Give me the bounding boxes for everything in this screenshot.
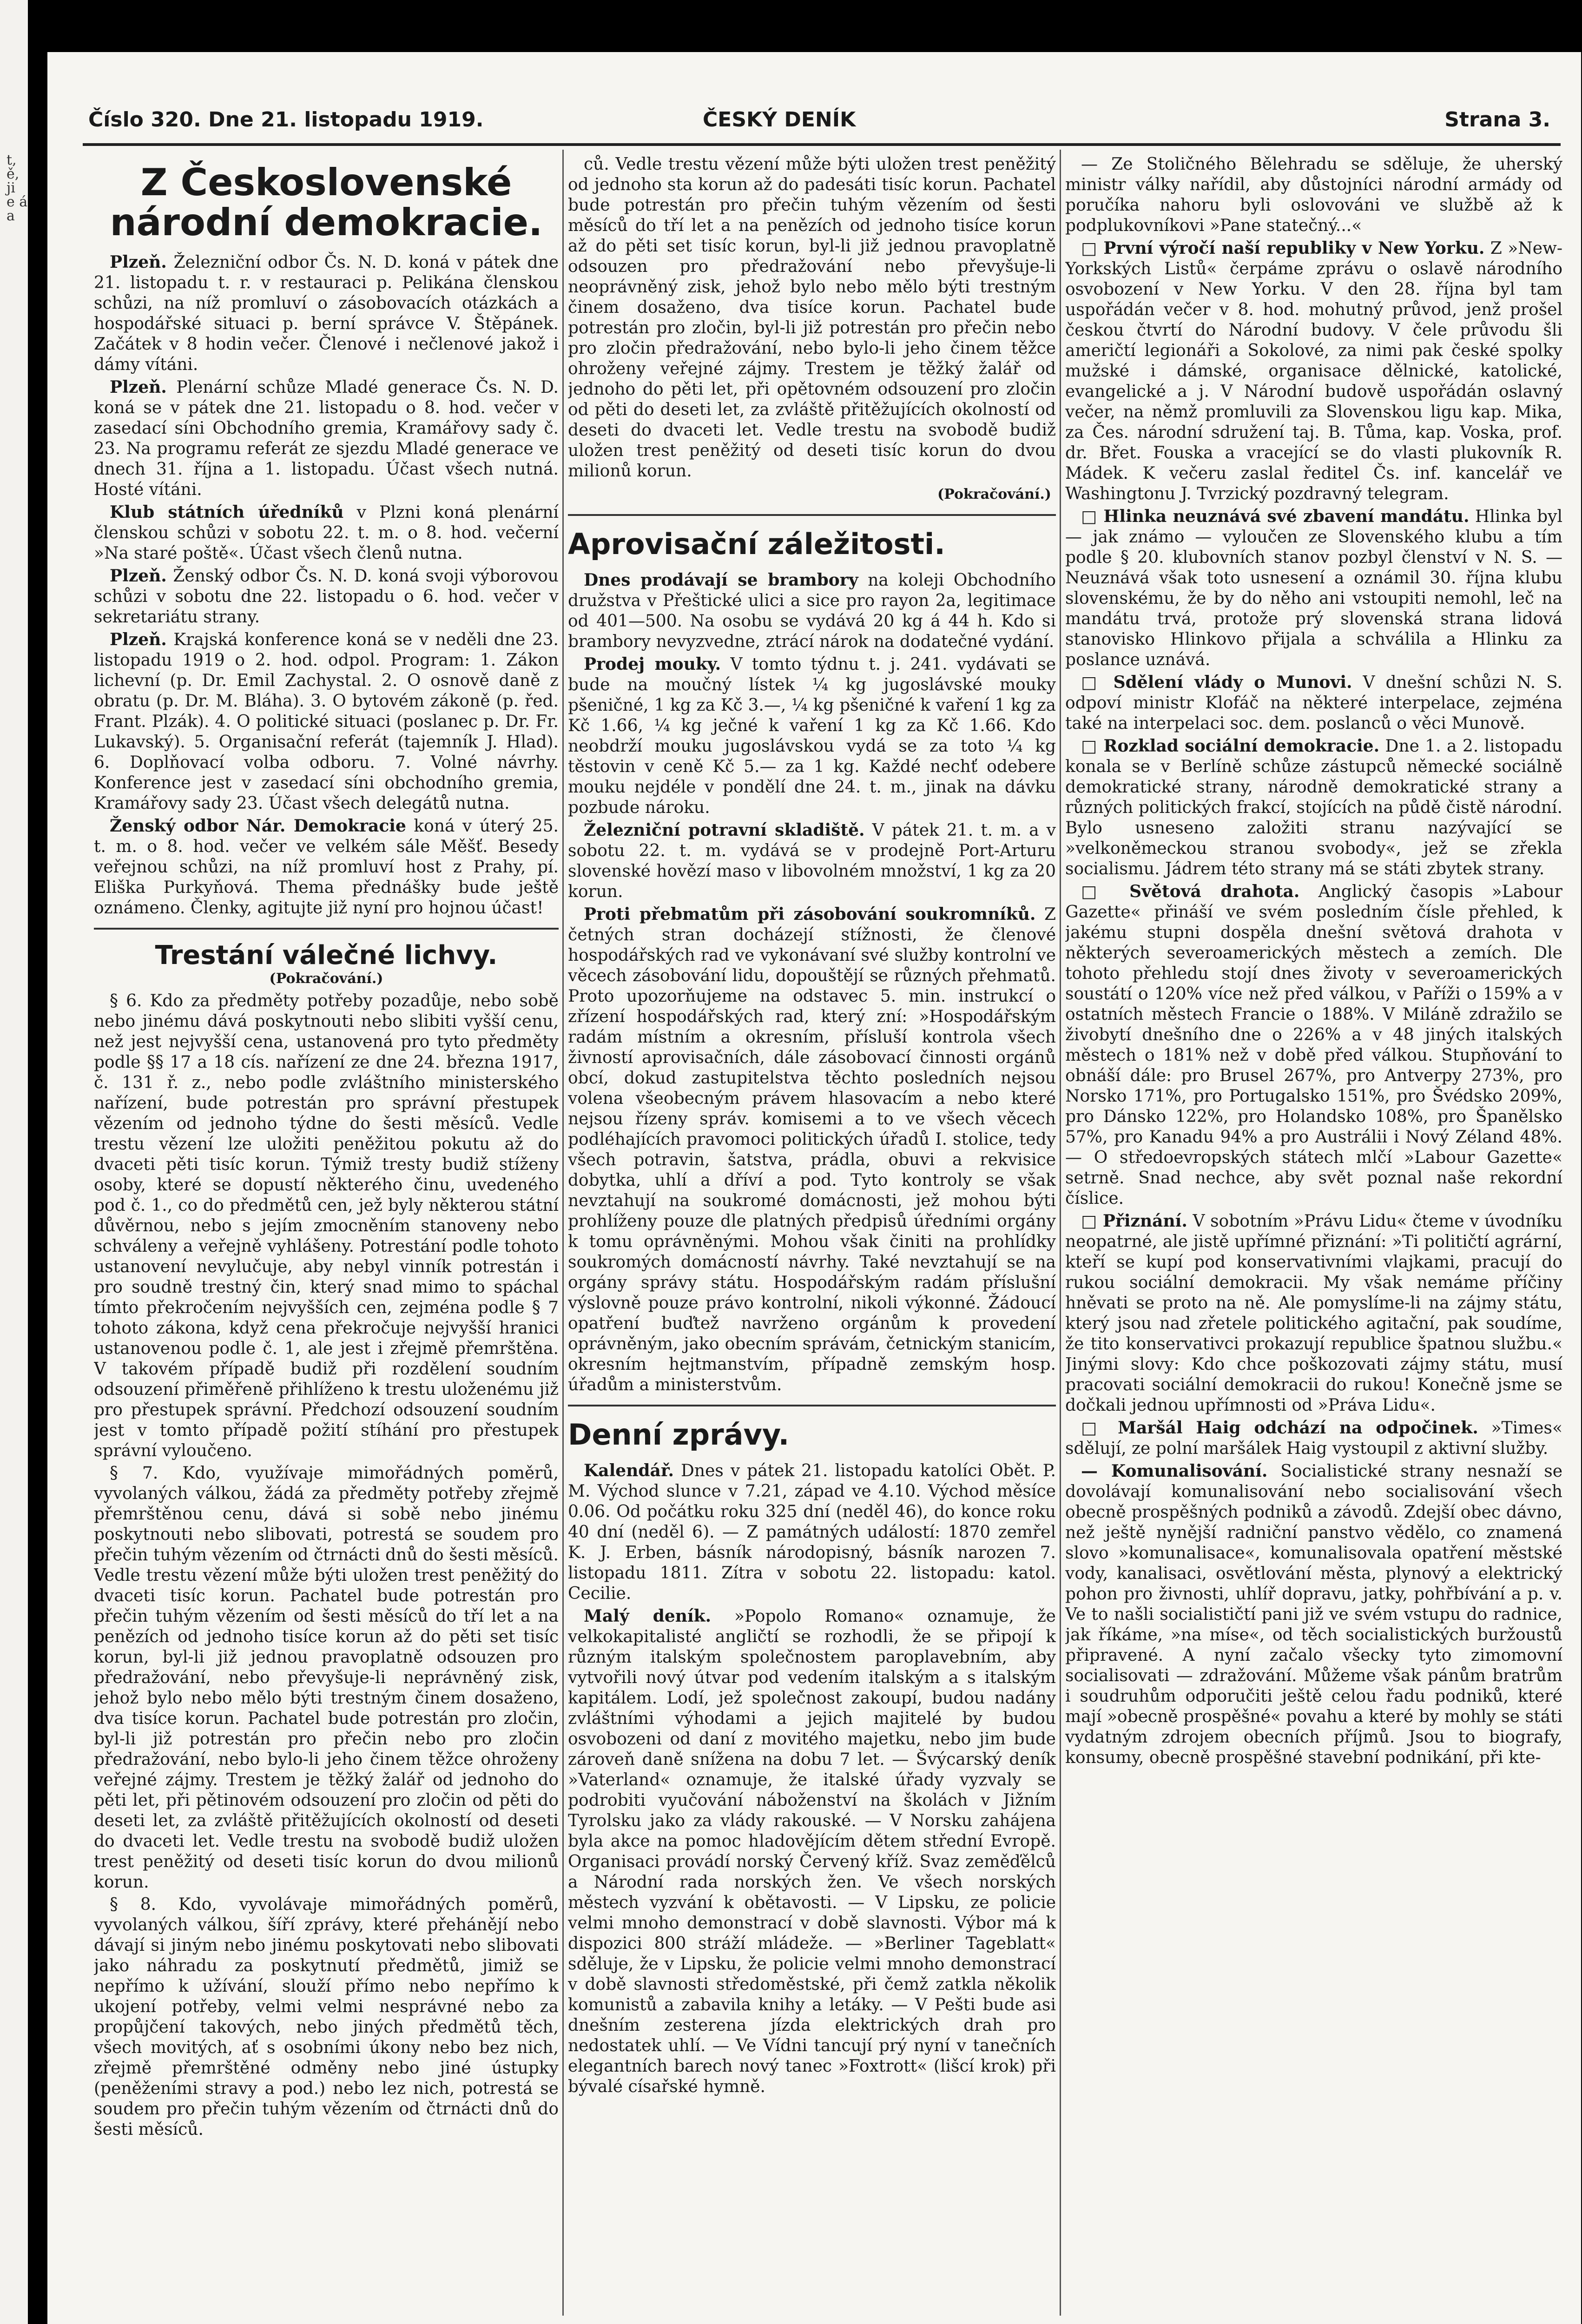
lichva-article-body [94, 991, 559, 2140]
masthead: ČESKÝ DENÍK [703, 108, 856, 132]
paragraph-lead: Plzeň. [110, 566, 167, 586]
section-title-aprovisace: Aprovisační záležitosti. [568, 527, 945, 561]
paragraph-text: V tomto týdnu t. j. 241. vydávati se bude na moučný lístek ¼ kg jugoslávské mouky pšeničné, 1 kg za Kč 3.—, ¼ kg pšeničné k vaření 1 kg za Kč 1.66, ¼ kg ječné k vaření 1 kg za Kč 1.66. Kdo neobdrží mouku jugoslávskou vydá se za toto ¼ kg těstovin v ceně Kč 5.— za 1 kg. Každé nechť odebere mouku nejdéle v pondělí dne 24. t. m., jinak na dávku pozbude nároku. [568, 655, 1056, 817]
paragraph [1065, 881, 1562, 1209]
paragraph: § 7. Kdo, využívaje mimořádných poměrů, vyvolaných válkou, žádá za předměty potřeby zřejmě přemrštěnou cenu, dává si sobě nebo jinému poskytnouti nebo slibovati, potrestá se soudem pro přečin tuhým vězením od čtrnácti dnů do šesti měsíců. Vedle trestu vězení může býti uložen trest peněžitý do dvaceti tisíc korun. Pachatel bude potrestán pro přečin tuhým vězením od šesti měsíců do tří let a na penězích od jednoho tisíce korun až do pěti set tisíc korun, byl-li již jednou pravoplatně odsouzen pro předražování, nebo převyšuje-li neprávněný zisk, jehož bylo nebo mělo býti trestným činem dosaženo, dva tisíce korun. Pachatel bude potrestán pro zločin, byl-li již potrestán pro přečin nebo pro zločin předražování, nebo bylo-li jeho činem těžce ohroženy veřejné zájmy. Trestem je těžký žalář od jednoho do pěti let, při pětinovém odsouzení pro zločin od pěti do deseti let, za zvláště přitěžujících okolností od deseti do dvaceti let. Vedle trestu na svobodě budiž uložen trest peněžitý od deseti tisíc korun do dvou milionů korun. [94, 1464, 559, 1892]
section-divider [568, 1405, 1056, 1406]
paragraph-lead: □ Maršál Haig odchází na odpočinek. [1081, 1418, 1478, 1438]
section-title-denni-zpravy: Denní zprávy. [568, 1418, 790, 1452]
paragraph [1065, 506, 1562, 670]
paragraph-text: »Times« sdělují, ze polní maršálek Haig vystoupil z aktivní služby. [1065, 1419, 1562, 1458]
column-3 [1065, 154, 1562, 2311]
paragraph-text: Plenární schůze Mladé generace Čs. N. D. koná se v pátek dne 21. listopadu o 8. hod. večer v zasedací síni Obchodního gremia, Kramářovy sady č. 23. Na programu referát ze sjezdu Mladé generace ve dnech 31. října a 1. listopadu. Účast všech nutná. Hosté vítáni. [94, 378, 559, 499]
demokracie-notices [94, 252, 559, 918]
adjacent-page-text: t, ě, ji e á a [7, 152, 28, 224]
paragraph-text: Ženský odbor Čs. N. D. koná svoji výborovou schůzi v sobotu dne 22. listopadu o 6. hod. večer v sekretariátu strany. [94, 567, 559, 627]
paragraph-lead: Klub státních úředníků [110, 502, 344, 522]
paragraph-lead: Plzeň. [110, 252, 167, 272]
paragraph-lead: Plzeň. [110, 377, 167, 397]
paragraph-lead: Plzeň. [110, 630, 167, 649]
paragraph [94, 629, 559, 814]
paragraph-lead: Malý deník. [584, 1606, 712, 1626]
paragraph-lead: — Komunalisování. [1081, 1461, 1268, 1481]
adjacent-page-sliver [0, 0, 28, 2324]
lichva-article-continued [568, 154, 1056, 482]
paragraph-text: — Ze Stoličného Bělehradu se sděluje, že uherský ministr války nařídil, aby důstojníci národní armády od poručíka nahoru byli oslovováni ve službě až k podplukovníkovi »Pane statečný...« [1065, 155, 1562, 235]
paragraph-lead: Dnes prodávají se brambory [584, 570, 858, 590]
paragraph [94, 377, 559, 500]
section-title-demokracie: Z Československé národní demokracie. [110, 161, 543, 244]
continuation-label: (Pokračování.) [269, 971, 383, 987]
column-1 [94, 154, 559, 2311]
column-rule [562, 150, 564, 2316]
paragraph [568, 570, 1056, 652]
paragraph-lead: Ženský odbor Nár. Demokracie [110, 816, 406, 836]
paragraph [1065, 1418, 1562, 1459]
paragraph-text: Z »New-Yorkských Listů« čerpáme zprávu o oslavě národního osvobození v New Yorku. V den 28. října byl tam uspořádán večer v 8. hod. mohutný průvod, jenž prošel českou čtvrtí do Národní budovy. V čele průvodu šli američtí legionáři a Sokolové, za nimi pak české spolky mužské i dámské, organisace dělnické, katolické, evangelické a j. V Národní budově uspořádán oslavný večer, na němž promluvili za Slovenskou ligu kap. Mika, za Čes. národní sdružení taj. B. Tůma, kap. Voska, prof. dr. Břet. Fouska a vracející se do vlasti plukovník R. Mádek. K večeru zaslal ředitel Čs. inf. kancelář ve Washingtonu J. Tvrzický pozdravný telegram. [1065, 239, 1562, 503]
column-2 [568, 154, 1056, 2311]
paragraph-text: koná v úterý 25. t. m. o 8. hod. večer ve velkém sále Měšť. Besedy veřejnou schůzi, na níž promluví host z Prahy, pí. Eliška Purkyňová. Thema přednášky bude ještě oznámeno. Členky, agitujte již nyní pro hojnou účast! [94, 817, 559, 918]
section-divider [568, 514, 1056, 516]
paragraph-text: Hlinka byl — jak známo — vyloučen ze Slovenského klubu a tím podle § 20. klubovních stanov pozbyl členství v N. S. — Neuznává však toto usnesení a oznámil 30. října klubu slovenskému, že by do něho ani vstoupiti nemohl, leč na mandátu trvá, protože prý slovenská strana lidová stanovisko Hlinkovo přijala a schválila a Hlinku za poslance uznává. [1065, 507, 1562, 669]
paragraph [94, 816, 559, 918]
paragraph [94, 252, 559, 375]
paragraph-lead: Železniční potravní skladiště. [584, 820, 865, 840]
continuation-note: (Pokračování.) [937, 486, 1051, 502]
column-rule [1060, 150, 1061, 2316]
paragraph [568, 1460, 1056, 1604]
news-items [1065, 154, 1562, 1768]
paragraph-text: »Popolo Romano« oznamuje, že velkokapitalisté angličtí se rozhodli, že se připojí k různým italským společnostem paroplavebním, aby vytvořili nový útvar pod vedením italským a s italským kapitálem. Lodí, jež společnost zakoupí, budou nadány zvláštními výhodami a jejich majitelé by budou osvobozeni od daní z movitého majetku, nebo jim bude zároveň daně snížena na dobu 7 let. — Švýcarský deník »Vaterland« oznamuje, že italské úřady vyzvaly se podrobiti vyučování náboženství na školách v Jižním Tyrolsku jako za vlády rakouské. — V Norsku zahájena byla akce na pomoc hladovějícím dětem střední Evropě. Organisaci provádí norský Červený kříž. Svaz zeměďělců a Národní rada norských žen. Ve všech norských městech vyzvání k obětavosti. — V Lipsku, ze policie velmi mnoho demonstrací v době slavnosti. Výbor má k dispozici 800 stráží mládeže. — »Berliner Tageblatt« sděluje, že v Lipsku, že policie velmi mnoho demonstrací v době slavnosti středoměstské, při čemž zatkla několik komunistů a zabavila knihy a letáky. — V Pešti bude asi dnešním zesterena jízda elektrických drah pro nedostatek uhlí. — Ve Vídni tancují prý nyní v tanečních elegantních barech nový tanec »Foxtrott« (lišcí krok) při bývalé císařské hymně. [568, 1607, 1056, 2096]
paragraph [1065, 736, 1562, 879]
paragraph [568, 1606, 1056, 2097]
newspaper-page [47, 52, 1581, 2324]
paragraph [568, 820, 1056, 902]
page-number: Strana 3. [1444, 108, 1550, 132]
page-header [47, 108, 1581, 140]
paragraph-text: V pátek 21. t. m. a v sobotu 22. t. m. vydává se v prodejně Port-Arturu slovenské hovězí maso v libovolném množství, 1 kg za 20 korun. [568, 821, 1056, 901]
paragraph-text: Krajská konference koná se v neděli dne 23. listopadu 1919 o 2. hod. odpol. Program: 1. Zákon lichevní (p. Dr. Emil Zachystal. 2. O osnově daně z obratu (p. Dr. M. Bláha). 3. O bytovém zákoně (p. řed. Frant. Plzák). 4. O politické situaci (poslanec p. Dr. Fr. Lukavský). 5. Organisační referát (tajemník J. Hlad). 6. Doplňovací volba odboru. 7. Volné návrhy. Konference jest v zasedací síni obchodního gremia, Kramářovy sady 23. Účast všech delegátů nutna. [94, 630, 559, 813]
paragraph-lead: □ Sdělení vlády o Munovi. [1081, 673, 1352, 692]
article-title-lichva: Trestání válečné lichvy. [155, 940, 498, 971]
paragraph [1065, 1211, 1562, 1416]
paragraph-text: Dne 1. a 2. listopadu konala se v Berlíně schůze zástupců německé sociálně demokratické strany, národně demokratické strany a různých politických frakcí, stojících na půdě čistě národní. Bylo usneseno založiti stranu nazývající se »velkoněmeckou stranou svobody«, jež se zřekla socialismu. Jádrem této strany má se státi zbytek strany. [1065, 737, 1562, 878]
paragraph-lead: □ Rozklad sociální demokracie. [1081, 736, 1380, 756]
paragraph [1065, 154, 1562, 236]
paragraph-lead: Kalendář. [584, 1461, 674, 1480]
paragraph-text: na koleji Obchodního družstva v Přeštické ulici a sice pro rayon 2a, legitimace od 401—500. Na osobu se vydává 20 kg á 44 h. Kdo si brambory nevyzvedne, ztrácí nárok na dodatečné vydání. [568, 571, 1056, 651]
paragraph-text: V dnešní schůzi N. S. odpoví ministr Klofáč na některé interpelace, zejména také na interpelaci soc. dem. poslanců o věci Munově. [1065, 673, 1562, 733]
paragraph [568, 654, 1056, 818]
paragraph-lead: □ Světová drahota. [1081, 882, 1300, 901]
paragraph-lead: Prodej mouky. [584, 654, 721, 674]
issue-date: Číslo 320. Dne 21. listopadu 1919. [88, 108, 484, 132]
header-rule [83, 143, 1561, 146]
section-divider [94, 928, 559, 930]
paragraph: § 6. Kdo za předměty potřeby pozadůje, nebo sobě nebo jinému dává poskytnouti nebo slibiti vyšší cenu, než jest nejvyšší cena, ustanovená pro tyto předměty podle §§ 17 a 18 cís. nařízení ze dne 24. března 1917, č. 131 ř. z., nebo podle zvláštního ministerského nařízení, bude potrestán pro správní přestupek vězením od jednoho týdne do šesti měsíců. Vedle trestu vězení lze uložiti peněžitou pokutu až do dvaceti pěti tisíc korun. Týmiž tresty budiž stíženy osoby, které se dopustí některého činu, uvedeného pod č. 1., co do předmětů cen, jež byly některou státní důvěrnou, nebo s jejím zmocněním stanoveny nebo schváleny a veřejně vyhlášeny. Potrestání podle tohoto ustanovení nevylučuje, aby nebyl vinník potrestán i pro soudně trestný čin, který snad mimo to spáchal tímto překročením nejvyšších cen, zejména podle § 7 tohoto zákona, když cena překročuje nejvyšší hranici ustanovenou podle č. 1, ale jest i zřejmě přemrštěna. V takovém případě budiž při rozdělení soudním odsouzení přiměřeně přihlíženo k trestu uloženému již pro přestupek správní. Předchozí odsouzení soudním jest v tomto případě požití stíhání pro přestupek správní vyloučeno. [94, 991, 559, 1460]
paragraph [1065, 238, 1562, 504]
paragraph [568, 904, 1056, 1395]
paragraph: § 8. Kdo, vyvolávaje mimořádných poměrů, vyvolaných válkou, šíří zprávy, které přehánějí nebo dávají si jiným nebo jinému poskytovati nebo slibovati jako náhradu za poskytnutí předmětů, jimiž se nepřímo k užívání, slouží přímo nebo nepřímo k ukojení potřeby, velmi velmi nesprávné nebo za propůjčení takových, nebo jiných předmětů těch, všech movitých, ať s osobními úkony nebo bez nich, zřejmě přemrštěné odměny nebo jiné ústupky (peněženími stravy a pod.) nebo lez nich, potrestá se soudem pro přečin tuhým vězením od čtrnácti dnů do šesti měsíců. [94, 1895, 559, 2139]
paragraph [1065, 672, 1562, 734]
paragraph: ců. Vedle trestu vězení může býti uložen trest peněžitý od jednoho sta korun až do padesáti tisíc korun. Pachatel bude potrestán pro přečin tuhým vězením od šesti měsíců do tří let a na penězích od jednoho tisíce korun až do pěti set tisíc korun, byl-li již jednou pravoplatně odsouzen pro předražování nebo převyšuje-li neoprávněný zisk, jehož bylo nebo mělo býti trestným činem dosaženo, dva tisíce korun. Pachatel bude potrestán pro zločin, byl-li již potrestán pro přečin nebo pro zločin předražování, nebo bylo-li jeho činem těžce ohroženy veřejné zájmy. Trestem je těžký žalář od jednoho do pěti let, při opětovném odsouzení pro zločin od pěti do deseti let, za zvláště přitěžujících okolností od deseti do dvaceti let. Vedle trestu na svobodě budiž uložen trest peněžitý od deseti tisíc korun do dvou milionů korun. [568, 155, 1056, 481]
paragraph-lead: □ První výročí naší republiky v New Yorku. [1081, 238, 1485, 258]
paragraph-lead: □ Hlinka neuznává své zbavení mandátu. [1081, 507, 1470, 526]
paragraph-text: Železniční odbor Čs. N. D. koná v pátek dne 21. listopadu t. r. v restauraci p. Pelikána členskou schůzi, na níž promluví o zásobovacích otázkách a hospodářské situaci p. berní správce V. Štěpánek. Začátek v 8 hodin večer. Členové i nečlenové jakož i dámy vítáni. [94, 253, 559, 374]
paragraph-text: Anglický časopis »Labour Gazette« přináší ve svém posledním čísle přehled, k jakému stupni dospěla dnešní světová drahota v některých severoamerických městech a zemích. Dle tohoto přehledu stojí dnes životy v severoamerických soustátí o 120% více než před válkou, v Paříži o 159% a v ostatních městech Francie o 188%. V Miláně zdražilo se živobytí dnešního dne o 226% a v 48 jiných italských městech o 181% než v době před válkou. Stupňování to obnáší dále: pro Brusel 267%, pro Antverpy 273%, pro Norsko 171%, pro Portugalsko 151%, pro Švédsko 209%, pro Dánsko 122%, pro Holandsko 108%, pro Španělsko 57%, pro Kanadu 94% a pro Austrálii i Nový Zéland 48%. — O středoevropských státech mlčí »Labour Gazette« setrně. Snad nechce, aby svět poznal naše rekordní číslice. [1065, 882, 1562, 1208]
denni-zpravy-items [568, 1460, 1056, 2097]
paragraph-text: Dnes v pátek 21. listopadu katolíci Obět. P. M. Východ slunce v 7.21, západ ve 4.10. Východ měsíce 0.06. Od počátku roku 325 dní (neděl 46), do konce roku 40 dní (neděl 6). — Z památných událostí: 1870 zemřel K. J. Erben, básník národopisný, básník narozen 7. listopadu 1811. Zítra v sobotu 22. listopadu: katol. Cecilie. [568, 1461, 1056, 1603]
paragraph-lead: □ Přiznání. [1081, 1211, 1187, 1231]
paragraph-text: V sobotním »Právu Lidu« čteme v úvodníku neopatrné, ale jistě upřímné přiznání: »Ti političtí agrární, kteří se kupí pod konservativními vlajkami, pracují do rukou sociální demokracii. My však nemáme příčiny hněvati se proto na ně. Ale pomyslíme-li na zájmy státu, který jsou nad zřetele politického agitační, pak soudíme, že tito konservativci prokazují republice špatnou službu.« Jinými slovy: Kdo chce poškozovati zájmy státu, musí pracovati sociální demokracii do rukou! Konečně jsme se dočkali jednou upřímnosti od »Práva Lidu«. [1065, 1212, 1562, 1415]
aprovisace-items [568, 570, 1056, 1395]
paragraph-text: Z četných stran docházejí stížnosti, že členové hospodářských rad ve vykonávaní své služby kontrolní ve věcech zásobování lidu, dopouštějí se různých přehmatů. Proto upozorňujeme na odstavec 5. min. instrukcí o zřízení hospodářských rad, který zní: »Hospodářským radám místním a okresním, přísluší kontrola všech živností aprovisačních, dále zásobovací činnosti orgánů obcí, dokud zastupitelstva těchto posledních nejsou volena všeobecným právem hlasovacím a nebo které nejsou řízeny správ. komisemi a to ve všech věcech podléhajících pravomoci politických úřadů I. stolice, tedy všech potravin, šatstva, prádla, obuvi a rekvisice dobytka, uhlí a dříví a pod. Tyto kontroly se však nevztahují na soukromé domácnosti, jež mohou býti prohlíženy pouze dle platných předpisů úředními orgány k tomu oprávněnými. Mohou však činiti na prohlídky soukromých domácností návrhy. Také nevztahují se na orgány správy státu. Hospodářským radám příslušní výslovně pouze právo kontrolní, nikoli výkonné. Žádoucí opatření buďtež navrženo orgánům k provedení oprávněným, jako obecním správám, četnickým stanicím, okresním hejtmanstvím, případně zemským hosp. úřadům a ministerstvům. [568, 905, 1056, 1394]
paragraph [1065, 1461, 1562, 1768]
paragraph-lead: Proti přebmatům při zásobování soukromníků. [584, 905, 1036, 924]
paragraph-text: Socialistické strany nesnaží se dovolávají komunalisování nebo socialisování všech obecně prospěšných podniků a závodů. Zdejší obec dávno, než ještě nynější radniční panstvo vědělo, co znamená slovo »komunalisace«, komunalisovala opatření městské vody, kanalisaci, osvětlování města, plynový a elektrický pohon pro živnosti, uhlíř dopravu, jatky, pohřbívání a p. v. Ve to našli socialističtí pani již ve svém vstupu do radnice, jak říkáme, »na míse«, od těch socialistických buržoustů připravené. A nyní začalo všecky tyto zimomovní socialisovati — zdražování. Můžeme však pánům bratrům i soudruhům odporučiti ještě celou řadu podniků, které mají »obecně prospěšné« povahu a které by mohly se státi vydatným zdrojem obecních příjmů. Jsou to biografy, konsumy, obecně prospěšné stavební podnikání, při kte- [1065, 1462, 1562, 1767]
paragraph [94, 566, 559, 627]
paragraph-text: v Plzni koná plenární členskou schůzi v sobotu 22. t. m. o 8. hod. večerní »Na staré poště«. Účast všech členů nutna. [94, 503, 559, 563]
paragraph [94, 502, 559, 564]
